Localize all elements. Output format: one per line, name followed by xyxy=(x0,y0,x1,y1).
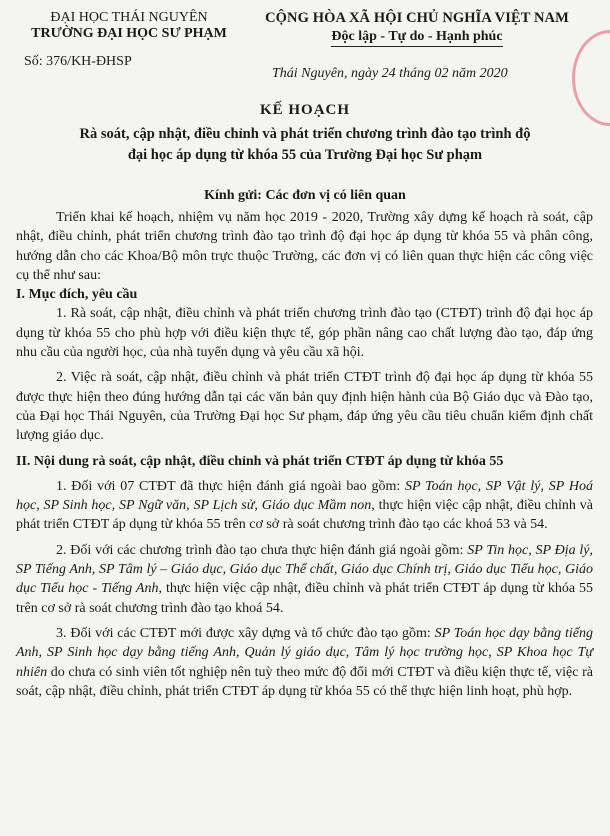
section-2-item-3 xyxy=(16,624,593,701)
national-motto: Độc lập - Tự do - Hạnh phúc xyxy=(331,28,502,47)
issuing-org: TRƯỜNG ĐẠI HỌC SƯ PHẠM xyxy=(31,26,227,41)
item-1-programs: SP Toán học, SP Vật lý, SP Hoá học, SP Sinh học, SP Ngữ văn, SP Lịch sử, Giáo dục Mầm non xyxy=(16,478,593,514)
section-2-item-1 xyxy=(16,477,593,535)
section-1-heading: I. Mục đích, yêu cầu xyxy=(16,287,138,303)
item-1-lead: 1. Đối với 07 CTĐT đã thực hiện đánh giá ngoài bao gồm: xyxy=(56,478,406,494)
section-1-item-2: 2. Việc rà soát, cập nhật, điều chỉnh và phát triển CTĐT trình độ đại học áp dụng từ khóa 55 được thực hiện theo đúng hướng dẫn tại các văn bản quy định hiện hành của Bộ Giáo dục và Đào tạo, của Đại học Thái Nguyên, của Trường Đại học Sư phạm, đáp ứng yêu cầu tiêu chuẩn kiểm định chất lượng giáo dục. xyxy=(16,370,593,444)
section-2-item-2 xyxy=(16,541,593,618)
section-1-item-1: 1. Rà soát, cập nhật, điều chỉnh và phát triển chương trình đào tạo (CTĐT) trình độ đại học áp dụng từ khóa 55 cho phù hợp với điều kiện thực tế, góp phần nâng cao chất lượng đào tạo, đáp ứng nhu cầu của người học, của nhà tuyển dụng và yêu cầu xã hội. xyxy=(16,306,593,361)
subtitle-line-1: Rà soát, cập nhật, điều chỉnh và phát triển chương trình đào tạo trình độ xyxy=(79,126,531,142)
subtitle-line-2: đại học áp dụng từ khóa 55 của Trường Đại học Sư phạm xyxy=(127,147,483,163)
recipient-line: Kính gửi: Các đơn vị có liên quan xyxy=(204,188,406,203)
national-title: CỘNG HÒA XÃ HỘI CHỦ NGHĨA VIỆT NAM xyxy=(265,10,569,26)
item-2-programs: SP Tin học, SP Địa lý, SP Tiếng Anh, SP Tâm lý – Giáo dục, Giáo dục Thể chất, Giáo dục Chính trị, Giáo dục Tiểu học, Giáo dục Tiểu học - Tiếng Anh xyxy=(16,542,593,597)
item-2-tail: , thực hiện việc cập nhật, điều chỉnh và phát triển CTĐT áp dụng từ khóa 55 trên cơ sở rà soát chương trình đào tạo khoá 54. xyxy=(16,581,593,616)
item-1-tail: , thực hiện việc cập nhật, điều chỉnh và phát triển CTĐT áp dụng từ khóa 55 trên cơ sở rà soát chương trình đào tạo các khoá 53 và 54. xyxy=(16,498,593,533)
issuer-block xyxy=(14,10,244,42)
document-number: Số: 376/KH-ĐHSP xyxy=(24,54,132,69)
item-3-tail: do chưa có sinh viên tốt nghiệp nên tuỳ theo mức độ đổi mới CTĐT và điều kiện thực tế, việc rà soát, cập nhật, điều chỉnh, phát triển CTĐT áp dụng từ khóa 55 có thể thực hiện linh hoạt, phù hợp. xyxy=(16,664,593,699)
place-date: Thái Nguyên, ngày 24 tháng 02 năm 2020 xyxy=(272,66,508,81)
document-title: KẾ HOẠCH xyxy=(259,102,351,118)
document-subtitle xyxy=(20,124,590,166)
national-header xyxy=(232,10,602,47)
item-3-lead: 3. Đối với các CTĐT mới được xây dựng và tổ chức đào tạo gồm: xyxy=(56,625,435,641)
item-2-lead: 2. Đối với các chương trình đào tạo chưa thực hiện đánh giá ngoài gồm: xyxy=(56,542,468,558)
intro-paragraph: Triển khai kế hoạch, nhiệm vụ năm học 2019 - 2020, Trường xây dựng kế hoạch rà soát, cập nhật, điều chỉnh, phát triển chương trình đào tạo trình độ đại học áp dụng từ khóa 55 và phân công, hướng dẫn cho các Khoa/Bộ môn trực thuộc Trường, các đơn vị có liên quan thực hiện các công việc cụ thể như sau: xyxy=(16,210,593,283)
item-3-programs: SP Toán học dạy bằng tiếng Anh, SP Sinh học dạy bằng tiếng Anh, Quản lý giáo dục, Tâm lý học trường học, SP Khoa học Tự nhiên xyxy=(16,625,593,680)
document-body xyxy=(16,208,593,701)
section-2-heading: II. Nội dung rà soát, cập nhật, điều chỉnh và phát triển CTĐT áp dụng từ khóa 55 xyxy=(16,453,504,469)
parent-org: ĐẠI HỌC THÁI NGUYÊN xyxy=(50,10,208,25)
